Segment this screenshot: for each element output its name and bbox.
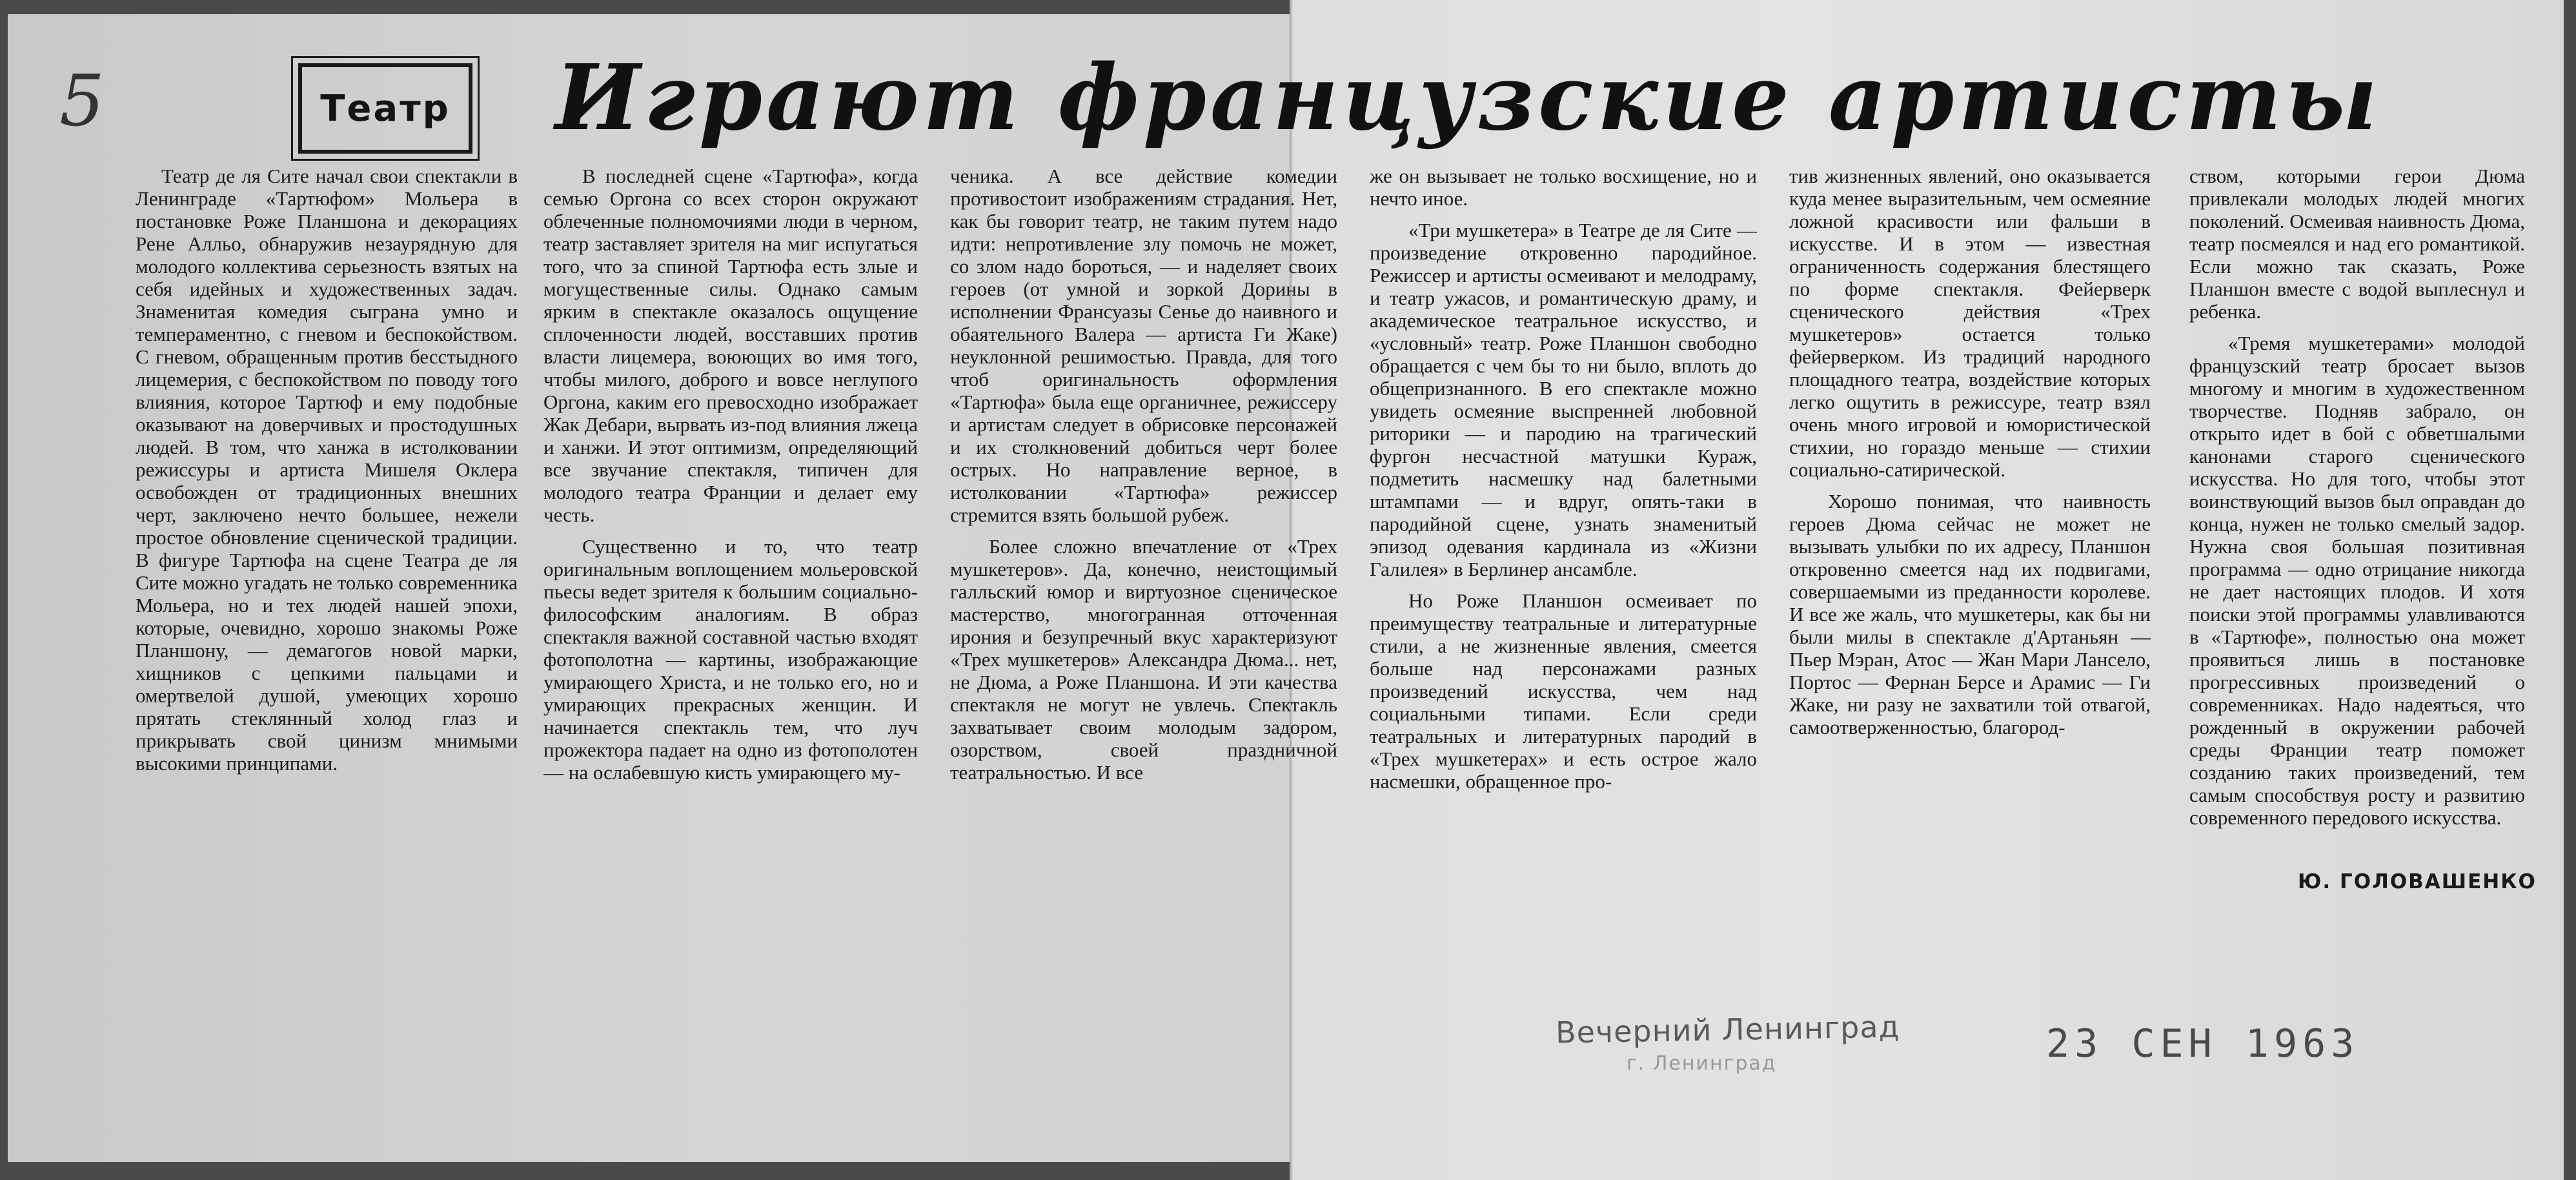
handwritten-page-number: 5 — [59, 59, 105, 142]
column-5 — [1789, 165, 2151, 926]
date-stamp: 23 СЕН 1963 — [2046, 1021, 2360, 1066]
author-signature: Ю. ГОЛОВАШЕНКО — [2298, 870, 2537, 893]
article-headline: Играют французские артисты — [555, 45, 2382, 151]
paragraph: же он вызывает не только восхищение, но и нечто иное. — [1370, 165, 1757, 210]
paragraph: Хорошо понимая, что наивность героев Дюма сейчас не может не вызывать улыбки по их адресу, Планшон откровенно смеется над их подвигами, совершаемыми из преданности королеве. И все же жаль, что мушкетеры, как бы ни были милы в спектакле д'Артаньян — Пьер Мэран, Атос — Жан Мари Лансело, Портос — Фернан Берсе и Арамис — Ги Жаке, ни разу не захватили той отвагой, самоотверженностью, благород- — [1789, 490, 2151, 738]
paragraph: Более сложно впечатление от «Трех мушкетеров». Да, конечно, неистощимый галльский юмор и виртуозное сценическое мастерство, многогранная отточенная ирония и безупречный вкус характеризуют «Трех мушкетеров» Александра Дюма... нет, не Дюма, а Роже Планшона. И эти качества спектакля не могут не увлечь. Спектакль захватывает своим молодым задором, озорством, своей праздничной театральностью. И все — [950, 535, 1337, 784]
column-3 — [950, 165, 1337, 926]
newspaper-stamp: Вечерний Ленинград — [1555, 1009, 1900, 1050]
column-4 — [1370, 165, 1757, 926]
paragraph: В последней сцене «Тартюфа», когда семью Оргона со всех сторон окружают облеченные полномочиями люди в черном, театр заставляет зрителя на миг испугаться того, что за спиной Тартюфа есть злые и могущественные силы. Однако самым ярким в спектакле оказалось ощущение сплоченности людей, восставших против власти лицемера, воюющих во имя того, чтобы милого, доброго и вовсе неглупого Оргона, каким его превосходно изображает Жак Дебари, вырвать из-под влияния лжеца и ханжи. И этот оптимизм, определяющий все звучание спектакля, типичен для молодого театра Франции и делает ему честь. — [543, 165, 918, 526]
paragraph: тив жизненных явлений, оно оказывается куда менее выразительным, чем осмеяние ложной красивости или фальши в искусстве. И в этом — известная ограниченность содержания блестящего по форме спектакля. Фейерверк сценического действия «Трех мушкетеров» остается только фейерверком. Из традиций народного площадного театра, воздействие которых легко ощутить в режиссуре, театр взял очень много игровой и юмористической стихии, но гораздо меньше — стихии социально-сатирической. — [1789, 165, 2151, 481]
column-1 — [136, 165, 518, 959]
paragraph: Театр де ля Сите начал свои спектакли в Ленинграде «Тартюфом» Мольера в постановке Роже Планшона и декорациях Рене Алльо, обнаружив незаурядную для молодого коллектива серьезность взятых на себя идейных и художественных задач. Знаменитая комедия сыграна умно и темпераментно, с гневом и беспокойством. С гневом, обращенным против бесстыдного лицемерия, с беспокойством по поводу того влияния, которое Тартюф и ему подобные оказывают на доверчивых и простодушных людей. В том, что ханжа в истолковании режиссуры и артиста Мишеля Оклера освобожден от традиционных внешних черт, заключено нечто большее, нежели простое обновление сценической традиции. В фигуре Тартюфа на сцене Театра де ля Сите можно угадать не только современника Мольера, но и тех людей нашей эпохи, которые, очевидно, хорошо знакомы Роже Планшону, — демагогов новой марки, хищников с цепкими пальцами и омертвелой душой, умеющих хорошо прятать стеклянный холод глаз и прикрывать свой цинизм мнимыми высокими принципами. — [136, 165, 518, 775]
paragraph: ченика. А все действие комедии противостоит изображениям страдания. Нет, как бы говорит театр, не таким путем надо идти: непротивление злу помочь не может, со злом надо бороться, — и наделяет своих героев (от умной и зоркой Дорины в исполнении Франсуазы Сенье до наивного и обаятельного Валера — артиста Ги Жаке) неуклонной решимостью. Правда, для того чтоб оригинальность оформления «Тартюфа» была еще органичнее, режиссеру и артистам следует в обрисовке персонажей и их столкновений добиться черт более острых. Но направление верное, в истолковании «Тартюфа» режиссер стремится взять большой рубеж. — [950, 165, 1337, 526]
paragraph: «Тремя мушкетерами» молодой французский театр бросает вызов многому и многим в художественном творчестве. Подняв забрало, он открыто идет в бой с обветшалыми канонами старого сценического искусства. Но для того, чтобы этот воинствующий вызов был оправдан до конца, нужен не только смелый задор. Нужна своя большая позитивная программа — одно отрицание никогда не дает настоящих плодов. И хотя поиски этой программы улавливаются в «Тартюфе», полностью она может проявиться лишь в постановке прогрессивных произведений о современниках. Надо надеяться, что рожденный в окружении рабочей среды Франции театр поможет созданию таких произведений, тем самым способствуя росту и развитию современного передового искусства. — [2189, 332, 2525, 829]
stamp-city: г. Ленинград — [1627, 1052, 1777, 1075]
paragraph: Но Роже Планшон осмеивает по преимуществу театральные и литературные стили, а не жизненные явления, смеется больше над персонажами разных произведений искусства, чем над социальными типами. Если среди театральных и литературных пародий в «Трех мушкетерах» и есть острое жало насмешки, обращенное про- — [1370, 589, 1757, 793]
rubric-label: Театр — [320, 87, 451, 130]
paragraph: «Три мушкетера» в Театре де ля Сите — произведение откровенно пародийное. Режиссер и артисты осмеивают и мелодраму, и театр ужасов, и романтическую драму, и академическое театральное искусство, и «условный» театр. Роже Планшон свободно обращается с чем бы то ни было, вплоть до общепризнанного. В его спектакле можно увидеть осмеяние выспренней любовной риторики — и пародию на трагический фургон несчастной матушки Кураж, подметить насмешку над балетными штампами — и вдруг, опять-таки в пародийной сцене, узнать знаменитый эпизод одевания кардинала из «Жизни Галилея» в Берлинер ансамбле. — [1370, 219, 1757, 580]
column-6 — [2189, 165, 2525, 868]
rubric-box — [298, 63, 472, 154]
paragraph: ством, которыми герои Дюма привлекали молодых людей многих поколений. Осмеивая наивность Дюма, театр посмеялся и над его романтикой. Если можно так сказать, Роже Планшон вместе с водой выплеснул и ребенка. — [2189, 165, 2525, 323]
paragraph: Существенно и то, что театр оригинальным воплощением мольеровской пьесы ведет зрителя к большим социально-философским аналогиям. В образ спектакля важной составной частью входят фотополотна — картины, изображающие умирающего Христа, и не только его, но и умирающих прекрасных женщин. И начинается спектакль тем, что луч прожектора падает на одно из фотополотен — на ослабевшую кисть умирающего му- — [543, 535, 918, 784]
column-2 — [543, 165, 918, 926]
